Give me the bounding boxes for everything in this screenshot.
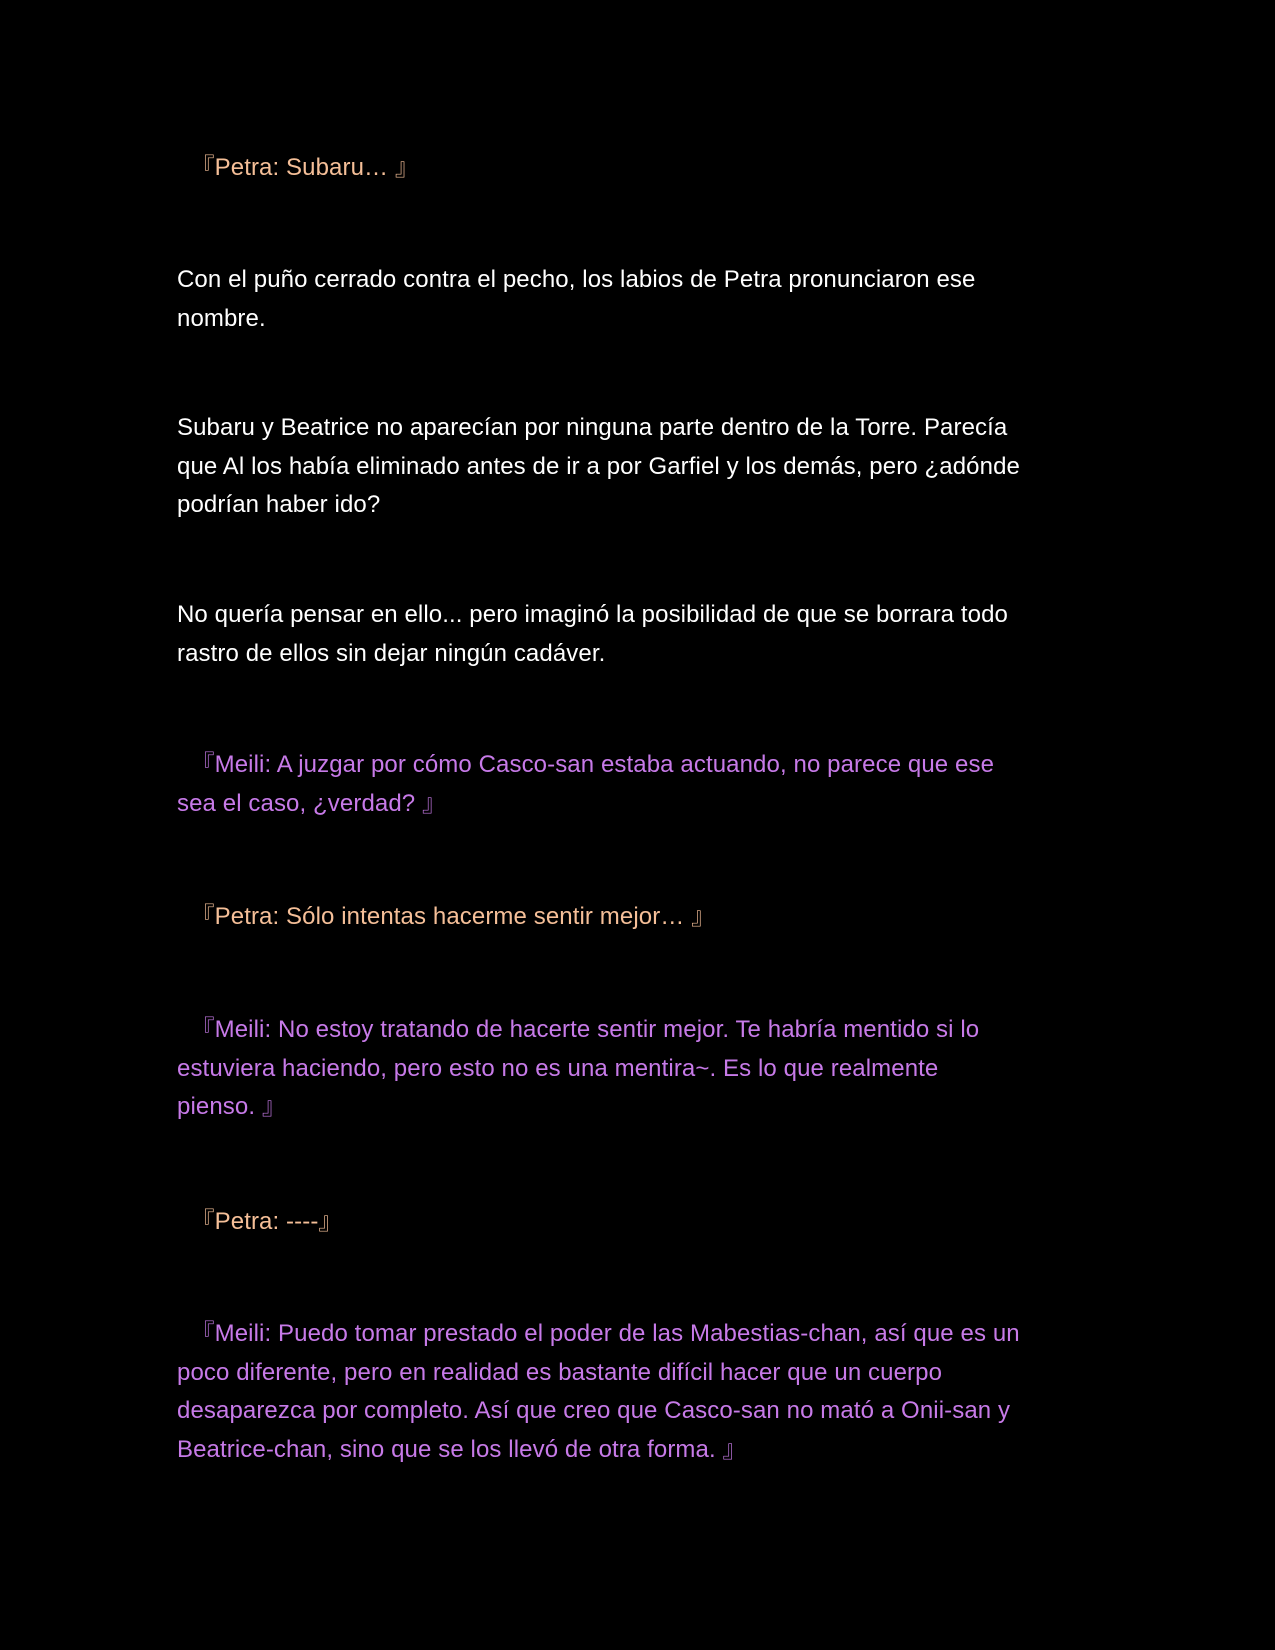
- dialogue-petra-subaru: 『Petra: Subaru… 』: [177, 154, 420, 181]
- narration-no-corpse: No quería pensar en ello... pero imaginó la posibilidad de que se borrara todo rastro de ellos sin dejar ningún cadáver.: [177, 601, 1008, 667]
- narration-subaru-beatrice-missing: Subaru y Beatrice no aparecían por ninguna parte dentro de la Torre. Parecía que Al los había eliminado antes de ir a por Garfiel y los demás, pero ¿adónde podrían haber ido?: [177, 414, 1020, 518]
- dialogue-petra-silence: 『Petra: ----』: [177, 1208, 343, 1235]
- dialogue-meili-casco-acting: 『Meili: A juzgar por cómo Casco-san estaba actuando, no parece que ese sea el caso, ¿verdad? 』: [177, 751, 995, 817]
- dialogue-meili-mabestias: 『Meili: Puedo tomar prestado el poder de las Mabestias-chan, así que es un poco diferente, pero en realidad es bastante difícil hacer que un cuerpo desaparezca por completo. Así que creo que Casco-san no mató a Onii-san y Beatrice-chan, sino que se los llevó de otra forma. 』: [177, 1320, 1020, 1463]
- dialogue-meili-not-a-lie: 『Meili: No estoy tratando de hacerte sentir mejor. Te habría mentido si lo estuviera haciendo, pero esto no es una mentira~. Es lo que realmente pienso. 』: [177, 1016, 980, 1120]
- narration-fist-chest: Con el puño cerrado contra el pecho, los labios de Petra pronunciaron ese nombre.: [177, 266, 976, 332]
- dialogue-petra-feel-better: 『Petra: Sólo intentas hacerme sentir mejor… 』: [177, 903, 716, 930]
